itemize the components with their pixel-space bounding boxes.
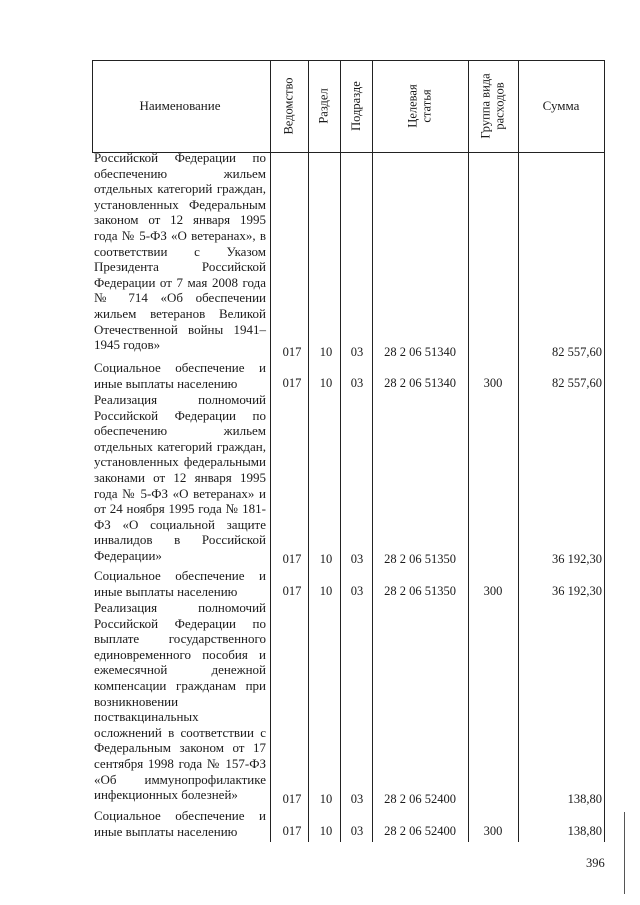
header-celevaya-line2: статья xyxy=(420,89,434,123)
header-summa xyxy=(518,60,604,152)
header-vedomstvo xyxy=(270,60,308,152)
row-razdel: 10 xyxy=(319,376,333,390)
row-name: Реализация полномочий Российской Федерации по выплате государственного единовременного пособия и ежемесячной денежной компенсации гражданам при возникновении поствакцинальных осложнений в соответствии с Федеральным законом от 17 сентября 1998 года № 157-ФЗ «Об иммунопрофилактике инфекционных болезней» xyxy=(94,600,266,803)
row-summa: 138,80 xyxy=(567,792,602,806)
row-celevaya: 28 2 06 51340 xyxy=(384,345,456,359)
row-razdel: 10 xyxy=(319,792,333,806)
column-divider-cel xyxy=(468,60,469,842)
header-celevaya-text xyxy=(406,84,434,127)
row-celevaya: 28 2 06 51350 xyxy=(384,552,456,566)
row-name: Социальное обеспечение и иные выплаты населению xyxy=(94,568,266,599)
row-gruppa: 300 xyxy=(483,376,503,390)
header-gruppa-text xyxy=(479,73,507,138)
row-summa: 36 192,30 xyxy=(552,584,602,598)
row-razdel: 10 xyxy=(319,824,333,838)
row-vedomstvo: 017 xyxy=(282,792,302,806)
row-razdel: 10 xyxy=(319,345,333,359)
header-gruppa xyxy=(468,60,518,152)
row-name: Социальное обеспечение и иные выплаты населению xyxy=(94,808,266,839)
scan-edge-line xyxy=(624,812,625,894)
header-razdel-label: Раздел xyxy=(317,88,332,124)
row-vedomstvo: 017 xyxy=(282,345,302,359)
row-summa: 36 192,30 xyxy=(552,552,602,566)
column-divider-grp xyxy=(518,60,519,842)
header-celevaya xyxy=(372,60,468,152)
header-celevaya-line1: Целевая xyxy=(406,84,420,128)
row-summa: 138,80 xyxy=(567,824,602,838)
header-podrazdel-label: Подразде xyxy=(349,81,364,131)
page-number: 396 xyxy=(586,856,605,870)
row-gruppa: 300 xyxy=(483,824,503,838)
row-celevaya: 28 2 06 51350 xyxy=(384,584,456,598)
header-podrazdel xyxy=(340,60,372,152)
row-name: Реализация полномочий Российской Федерации по обеспечению жильем отдельных категорий граждан, установленных федеральными законами от 12 января 1995 года № 5-ФЗ «О ветеранах» и от 24 ноября 1995 года № 181-ФЗ «О социальной защите инвалидов в Российской Федерации» xyxy=(94,392,266,563)
row-podrazdel: 03 xyxy=(350,584,364,598)
row-podrazdel: 03 xyxy=(350,792,364,806)
row-podrazdel: 03 xyxy=(350,824,364,838)
row-razdel: 10 xyxy=(319,584,333,598)
row-razdel: 10 xyxy=(319,552,333,566)
header-vedomstvo-label: Ведомство xyxy=(282,77,296,135)
row-vedomstvo: 017 xyxy=(282,552,302,566)
row-summa: 82 557,60 xyxy=(552,376,602,390)
column-divider-pod xyxy=(372,60,373,842)
row-name: Российской Федерации по обеспечению жильем отдельных категорий граждан, установленных Федеральным законом от 12 января 1995 года № 5-ФЗ «О ветеранах», в соответствии с Указом Президента Российской Федерации от 7 мая 2008 года № 714 «Об обеспечении жильем ветеранов Великой Отечественной войны 1941–1945 годов» xyxy=(94,150,266,353)
row-celevaya: 28 2 06 52400 xyxy=(384,824,456,838)
row-vedomstvo: 017 xyxy=(282,584,302,598)
header-summa-label: Сумма xyxy=(542,98,580,113)
column-divider-raz xyxy=(340,60,341,842)
header-razdel xyxy=(308,60,340,152)
table-right-border xyxy=(604,60,605,842)
header-name-label: Наименование xyxy=(139,98,221,113)
row-podrazdel: 03 xyxy=(350,376,364,390)
row-vedomstvo: 017 xyxy=(282,376,302,390)
header-gruppa-line2: расходов xyxy=(493,82,508,130)
row-summa: 82 557,60 xyxy=(552,345,602,359)
row-name: Социальное обеспечение и иные выплаты населению xyxy=(94,360,266,391)
row-gruppa: 300 xyxy=(483,584,503,598)
row-celevaya: 28 2 06 52400 xyxy=(384,792,456,806)
row-vedomstvo: 017 xyxy=(282,824,302,838)
row-podrazdel: 03 xyxy=(350,552,364,566)
row-podrazdel: 03 xyxy=(350,345,364,359)
column-divider-ved xyxy=(308,60,309,842)
header-name xyxy=(92,60,268,152)
row-celevaya: 28 2 06 51340 xyxy=(384,376,456,390)
column-divider-name xyxy=(270,60,271,842)
header-gruppa-line1: Группа вида xyxy=(479,73,494,139)
